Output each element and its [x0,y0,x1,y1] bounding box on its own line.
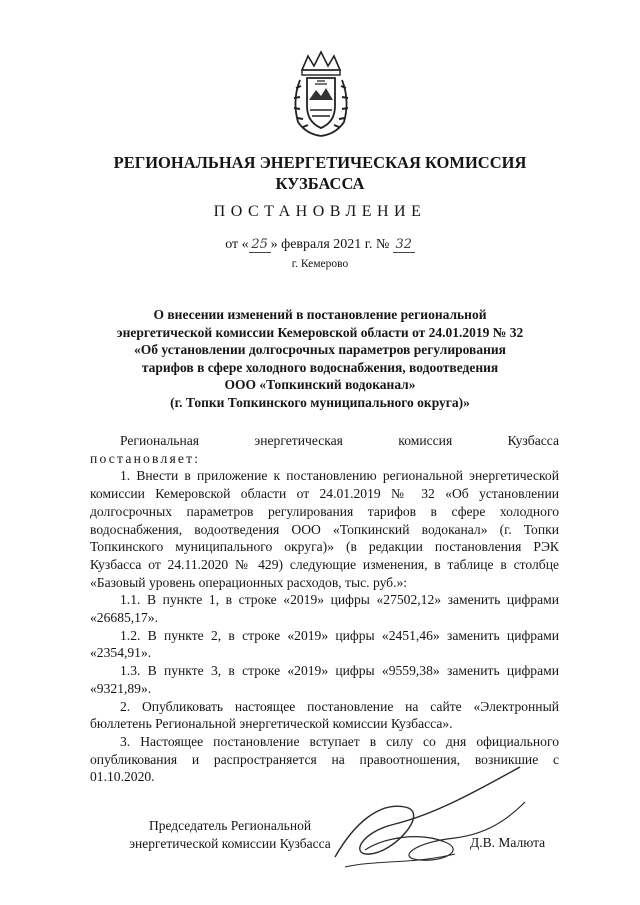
intro-text: Региональная энергетическая комиссия Кузбасса [120,433,559,448]
heading-line: О внесении изменений в постановление региональной [153,307,487,322]
heading-line: ООО «Топкинский водоканал» [224,377,416,392]
signatory-title-line-2: энергетической комиссии Кузбасса [129,836,331,851]
date-line [60,237,580,253]
item-1: 1. Внести в приложение к постановлению региональной энергетической комиссии Кемеровской области от 24.01.2019 № 32 «Об установлении долгосрочных параметров регулирования тарифов в сфере холодного водоснабжения, водоотведения ООО «Топкинский водоканал» (г. Топки Топкинского муниципального округа)» (в редакции постановления РЭК Кузбасса от 24.11.2020 № 429) следующие изменения, в таблице в столбце «Базовый уровень операционных расходов, тыс. руб.»: [90,468,559,590]
date-day: 25 [249,238,271,253]
signatory-title-line-1: Председатель Региональной [148,818,312,833]
organization-name [60,152,580,194]
city: г. Кемерово [291,258,349,270]
org-line-1: РЕГИОНАЛЬНАЯ ЭНЕРГЕТИЧЕСКАЯ КОМИССИЯ [113,153,527,172]
item-1-1: 1.1. В пункте 1, в строке «2019» цифры «27502,12» заменить цифрами «26685,17». [90,592,559,626]
item-1-2: 1.2. В пункте 2, в строке «2019» цифры «2451,46» заменить цифрами «2354,91». [90,627,559,661]
intro-paragraph [90,432,559,450]
signatory-title [110,817,350,853]
heading-line: энергетической комиссии Кемеровской области от 24.01.2019 № 32 [116,324,524,340]
document-heading [70,306,570,411]
date-suffix: » февраля 2021 г. № [270,237,390,252]
handwritten-signature-icon [325,762,535,882]
org-line-2: КУЗБАССА [275,174,365,193]
heading-line: тарифов в сфере холодного водоснабжения, водоотведения [141,359,499,375]
date-prefix: от « [225,237,249,252]
document-body [90,432,559,786]
item-1-3: 1.3. В пункте 3, в строке «2019» цифры «9559,38» заменить цифрами «9321,89». [90,663,559,696]
coat-of-arms-icon [290,50,352,138]
resolves-text: постановляет: [90,450,201,466]
signatory-name: Д.В. Малюта [470,835,546,850]
document-type: ПОСТАНОВЛЕНИЕ [213,203,427,220]
heading-line: «Об установлении долгосрочных параметров регулирования [134,342,506,357]
heading-line: (г. Топки Топкинского муниципального округа)» [170,394,470,410]
item-3: 3. Настоящее постановление вступает в силу со дня официального опубликования и распространяется на правоотношения, возникшие с 01.10.2020. [90,733,559,785]
item-2: 2. Опубликовать настоящее постановление на сайте «Электронный бюллетень Региональной энергетической комиссии Кузбасса». [90,698,559,732]
document-number: 32 [393,238,415,253]
